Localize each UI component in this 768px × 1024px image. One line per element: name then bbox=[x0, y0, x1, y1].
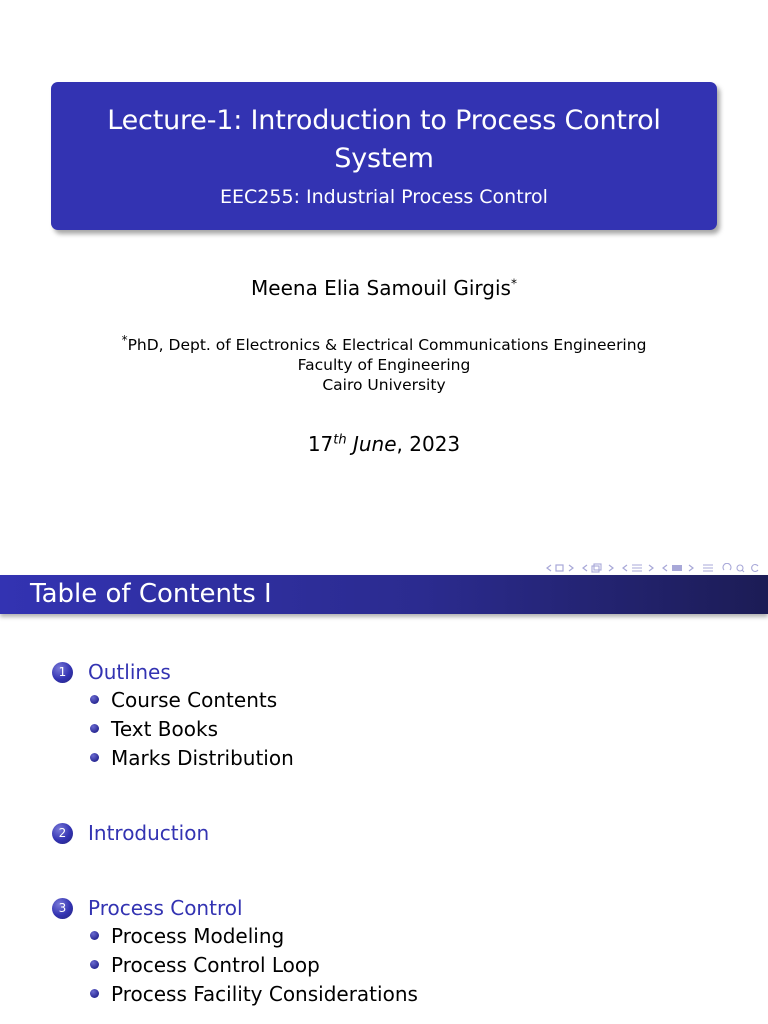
toc-header-bar bbox=[0, 575, 768, 614]
subsection-label: Course Contents bbox=[111, 687, 278, 712]
affiliation-line-2: Faculty of Engineering bbox=[297, 356, 471, 374]
frame-nav-icon[interactable] bbox=[546, 563, 574, 573]
subsection-label: Marks Distribution bbox=[111, 745, 294, 770]
bullet-icon bbox=[90, 724, 99, 733]
affiliation-dept: PhD, Dept. of Electronics & Electrical Communications Engineering bbox=[127, 336, 647, 354]
section-link-outlines[interactable]: Outlines bbox=[88, 660, 171, 684]
bullet-icon bbox=[90, 695, 99, 704]
subsection-label: Process Modeling bbox=[111, 923, 285, 948]
section-link-introduction[interactable]: Introduction bbox=[88, 821, 210, 845]
section-number-badge: 3 bbox=[52, 898, 73, 919]
toc-section-3[interactable] bbox=[52, 896, 243, 920]
toc-section-1[interactable] bbox=[52, 660, 171, 684]
toc-subsection-item[interactable] bbox=[90, 921, 418, 950]
section-number-badge: 2 bbox=[52, 823, 73, 844]
subsection-label: Process Facility Considerations bbox=[111, 981, 418, 1006]
subsection-label: Process Control Loop bbox=[111, 952, 320, 977]
search-icon[interactable] bbox=[722, 563, 762, 573]
bullet-icon bbox=[90, 960, 99, 969]
toc-subsection-item[interactable] bbox=[90, 950, 418, 979]
toc-subsection-list-1 bbox=[90, 685, 294, 772]
affiliation-line-1 bbox=[0, 332, 768, 355]
toc-subsection-item[interactable] bbox=[90, 979, 418, 1008]
lecture-date bbox=[0, 432, 768, 456]
subsection-label: Text Books bbox=[111, 716, 219, 741]
bullet-icon bbox=[90, 989, 99, 998]
affiliation-mark: * bbox=[121, 332, 128, 347]
section-link-process-control[interactable]: Process Control bbox=[88, 896, 243, 920]
bullet-icon bbox=[90, 931, 99, 940]
affiliation-line-3: Cairo University bbox=[322, 376, 446, 394]
align-icon[interactable] bbox=[702, 563, 714, 573]
section-nav-icon[interactable] bbox=[622, 563, 654, 573]
author-mark: * bbox=[510, 276, 517, 291]
slide-nav-icon[interactable] bbox=[662, 563, 694, 573]
toc-section-2[interactable] bbox=[52, 821, 209, 845]
date-day: 17 bbox=[307, 432, 334, 456]
toc-subsection-item[interactable] bbox=[90, 714, 294, 743]
toc-slide bbox=[0, 575, 768, 1024]
section-number-badge: 1 bbox=[52, 662, 73, 683]
date-ordinal: th bbox=[333, 432, 347, 448]
toc-subsection-item[interactable] bbox=[90, 685, 294, 714]
date-year: , 2023 bbox=[396, 432, 461, 456]
author-text: Meena Elia Samouil Girgis bbox=[251, 276, 511, 300]
date-month: June bbox=[352, 432, 397, 456]
toc-subsection-list-3 bbox=[90, 921, 418, 1008]
beamer-navigation-bar bbox=[546, 561, 762, 575]
toc-title: Table of Contents I bbox=[30, 579, 272, 609]
slide-subtitle: EEC255: Industrial Process Control bbox=[220, 186, 548, 208]
subsection-nav-icon[interactable] bbox=[582, 563, 614, 573]
title-block bbox=[51, 82, 717, 230]
affiliation-block bbox=[0, 332, 768, 395]
slide-title: Lecture-1: Introduction to Process Control System bbox=[107, 105, 661, 174]
author-name bbox=[0, 276, 768, 300]
bullet-icon bbox=[90, 753, 99, 762]
toc-subsection-item[interactable] bbox=[90, 743, 294, 772]
